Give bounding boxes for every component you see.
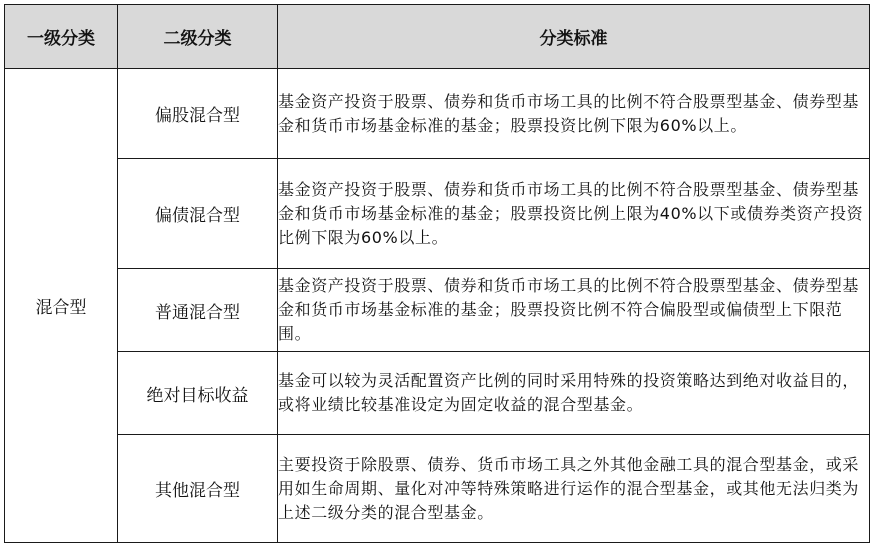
standard-cell: 基金可以较为灵活配置资产比例的同时采用特殊的投资策略达到绝对收益目的，或将业绩比较基准设定为固定收益的混合型基金。 — [278, 352, 870, 435]
table-row — [5, 159, 870, 269]
standard-cell: 基金资产投资于股票、债券和货币市场工具的比例不符合股票型基金、债券型基金和货币市场基金标准的基金；股票投资比例上限为40%以下或债券类资产投资比例下限为60%以上。 — [278, 159, 870, 269]
table-row — [5, 269, 870, 352]
fund-classification-table — [4, 4, 870, 543]
level2-category-cell: 绝对目标收益 — [118, 352, 278, 435]
header-classification-standard: 分类标准 — [278, 5, 870, 69]
table-row — [5, 435, 870, 543]
table-row — [5, 352, 870, 435]
table-header-row — [5, 5, 870, 69]
standard-cell: 基金资产投资于股票、债券和货币市场工具的比例不符合股票型基金、债券型基金和货币市场基金标准的基金；股票投资比例下限为60%以上。 — [278, 69, 870, 159]
level2-category-cell: 偏债混合型 — [118, 159, 278, 269]
standard-cell: 基金资产投资于股票、债券和货币市场工具的比例不符合股票型基金、债券型基金和货币市场基金标准的基金；股票投资比例不符合偏股型或偏债型上下限范围。 — [278, 269, 870, 352]
level1-category-cell: 混合型 — [5, 69, 118, 543]
header-level1-category: 一级分类 — [5, 5, 118, 69]
table-row — [5, 69, 870, 159]
level2-category-cell: 普通混合型 — [118, 269, 278, 352]
level2-category-cell: 其他混合型 — [118, 435, 278, 543]
level2-category-cell: 偏股混合型 — [118, 69, 278, 159]
standard-cell: 主要投资于除股票、债券、货币市场工具之外其他金融工具的混合型基金，或采用如生命周期、量化对冲等特殊策略进行运作的混合型基金，或其他无法归类为上述二级分类的混合型基金。 — [278, 435, 870, 543]
header-level2-category: 二级分类 — [118, 5, 278, 69]
